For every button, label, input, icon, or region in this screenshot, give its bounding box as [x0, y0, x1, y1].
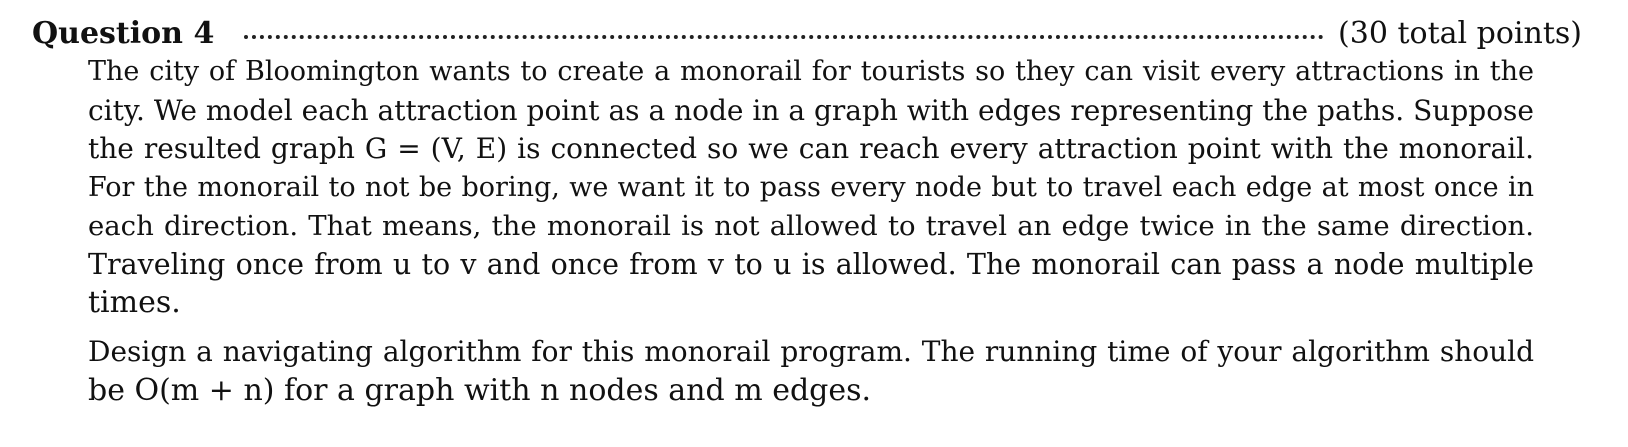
task-paragraph — [88, 333, 1534, 410]
paragraph-line: For the monorail to not be boring, we want it to pass every node but to travel each edge at most once in — [88, 171, 1534, 203]
paragraph-line: The city of Bloomington wants to create a monorail for tourists so they can visit every attractions in the — [88, 56, 1534, 87]
question-title: Question 4 — [32, 16, 215, 51]
dotted-leader — [244, 35, 1324, 39]
question-points: (30 total points) — [1338, 16, 1582, 51]
problem-statement-paragraph — [88, 53, 1534, 323]
question-header — [32, 14, 1582, 54]
paragraph-line: Traveling once from u to v and once from v to u is allowed. The monorail can pass a node multiple — [88, 247, 1534, 281]
paragraph-line: city. We model each attraction point as a node in a graph with edges representing the paths. Suppose — [88, 93, 1534, 127]
paragraph-line: Design a navigating algorithm for this monorail program. The running time of your algorithm should — [88, 335, 1534, 368]
paragraph-line: the resulted graph G = (V, E) is connected so we can reach every attraction point with the monorail. — [88, 132, 1534, 165]
paragraph-line: each direction. That means, the monorail is not allowed to travel an edge twice in the same direction. — [88, 210, 1534, 242]
paragraph-line: be O(m + n) for a graph with n nodes and m edges. — [88, 372, 872, 408]
paragraph-line: times. — [88, 285, 181, 320]
